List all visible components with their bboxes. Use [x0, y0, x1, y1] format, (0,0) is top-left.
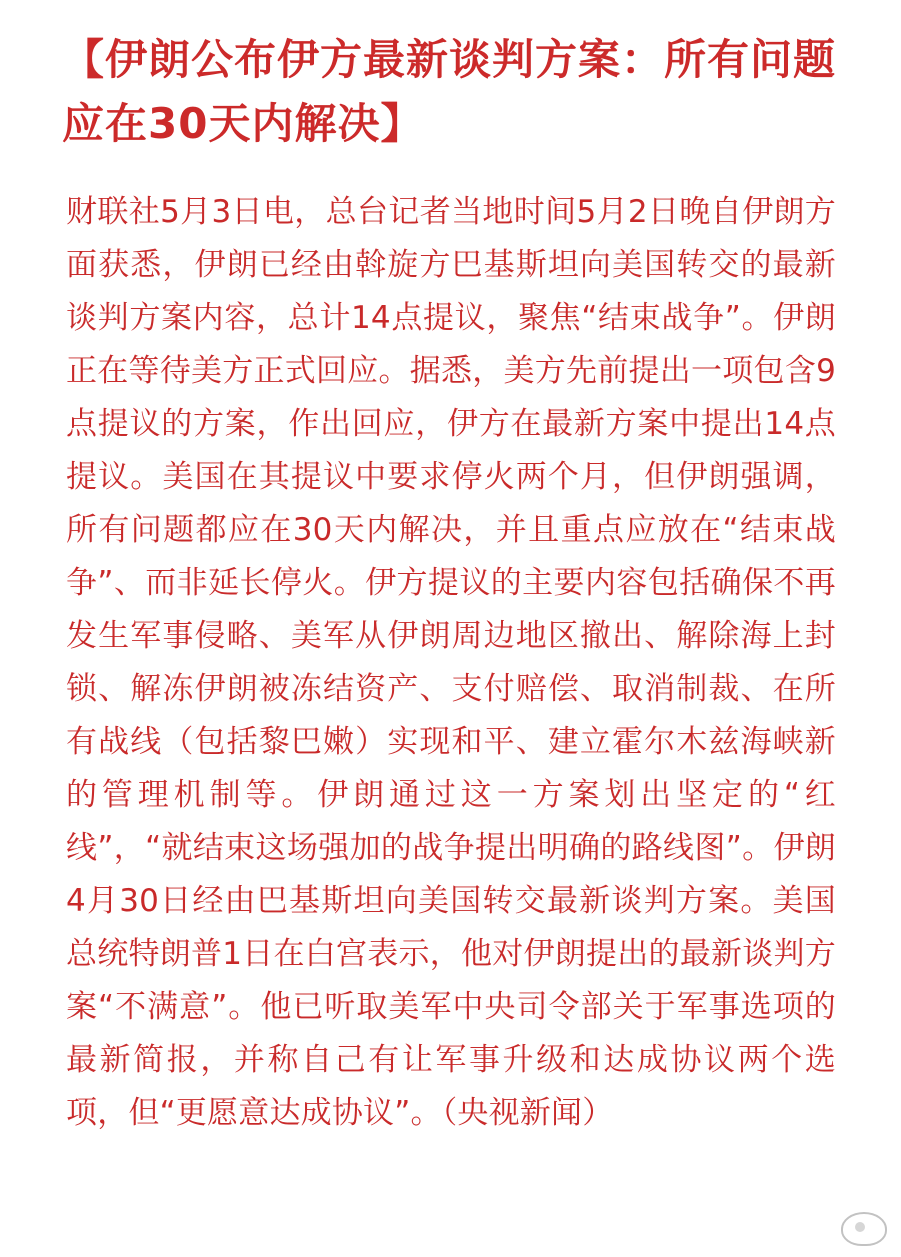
article-body: 财联社5月3日电，总台记者当地时间5月2日晚自伊朗方面获悉，伊朗已经由斡旋方巴基斯坦向美国转交的最新谈判方案内容，总计14点提议，聚焦“结束战争”。伊朗正在等待美方正式回应。据悉，美方先前提出一项包含9点提议的方案，作出回应，伊方在最新方案中提出14点提议。美国在其提议中要求停火两个月，但伊朗强调，所有问题都应在30天内解决，并且重点应放在“结束战争”、而非延长停火。伊方提议的主要内容包括确保不再发生军事侵略、美军从伊朗周边地区撤出、解除海上封锁、解冻伊朗被冻结资产、支付赔偿、取消制裁、在所有战线（包括黎巴嫩）实现和平、建立霍尔木兹海峡新的管理机制等。伊朗通过这一方案划出坚定的“红线”，“就结束这场强加的战争提出明确的路线图”。伊朗4月30日经由巴基斯坦向美国转交最新谈判方案。美国总统特朗普1日在白宫表示，他对伊朗提出的最新谈判方案“不满意”。他已听取美军中央司令部关于军事选项的最新简报，并称自己有让军事升级和达成协议两个选项，但“更愿意达成协议”。（央视新闻）: [66, 194, 836, 1131]
article-headline: 【伊朗公布伊方最新谈判方案：所有问题应在30天内解决】: [62, 35, 837, 148]
watermark: [841, 1207, 895, 1251]
watermark-logo-icon: [841, 1212, 887, 1246]
